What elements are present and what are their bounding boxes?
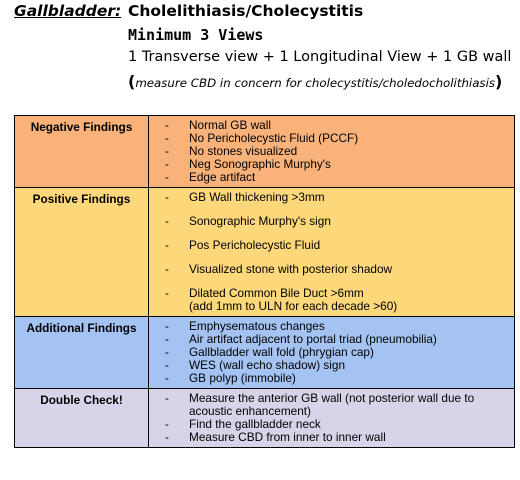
list-item-text: Measure the anterior GB wall (not posterior wall due to <box>189 391 475 405</box>
table-row-additional-findings <box>15 317 515 389</box>
list-item <box>161 287 508 313</box>
note-text: measure CBD in concern for cholecystitis/choledocholithiasis <box>135 76 496 90</box>
minimum-views: Minimum 3 Views <box>128 26 264 44</box>
items-double-check <box>149 389 515 448</box>
items-negative-findings <box>149 116 515 188</box>
page-title: Cholelithiasis/Cholecystitis <box>128 2 364 20</box>
table-row-double-check <box>15 389 515 448</box>
list-item: - Visualized stone with posterior shadow <box>161 263 508 276</box>
views-detail: 1 Transverse view + 1 Longitudinal View + 1 GB wall <box>128 49 512 65</box>
table-row-positive-findings <box>15 188 515 317</box>
cbd-note <box>128 72 502 91</box>
list-item: - Normal GB wall <box>161 119 508 132</box>
category-double-check: Double Check! <box>15 389 149 448</box>
section-label: Gallbladder: <box>14 2 122 20</box>
table-row-negative-findings <box>15 116 515 188</box>
list-item: - Pos Pericholecystic Fluid <box>161 239 508 252</box>
note-open-paren: ( <box>128 72 136 91</box>
list-item <box>161 392 508 418</box>
list-item: - Edge artifact <box>161 171 508 184</box>
list-item-text: Dilated Common Bile Duct >6mm <box>189 286 364 300</box>
list-item: - Emphysematous changes <box>161 320 508 333</box>
items-positive-findings <box>149 188 515 317</box>
list-item: - No stones visualized <box>161 145 508 158</box>
list-item: - Find the gallbladder neck <box>161 418 508 431</box>
list-item: - WES (wall echo shadow) sign <box>161 359 508 372</box>
items-additional-findings <box>149 317 515 389</box>
list-item: - Sonographic Murphy's sign <box>161 215 508 228</box>
list-item: - No Pericholecystic Fluid (PCCF) <box>161 132 508 145</box>
note-close-paren: ) <box>495 72 503 91</box>
list-item: - Gallbladder wall fold (phrygian cap) <box>161 346 508 359</box>
list-item: - Air artifact adjacent to portal triad (pneumobilia) <box>161 333 508 346</box>
list-item: - Neg Sonographic Murphy's <box>161 158 508 171</box>
category-additional-findings: Additional Findings <box>15 317 149 389</box>
list-item-continuation: acoustic enhancement) <box>189 404 311 418</box>
list-item: - GB polyp (immobile) <box>161 372 508 385</box>
list-item: - GB Wall thickening >3mm <box>161 191 508 204</box>
category-negative-findings: Negative Findings <box>15 116 149 188</box>
category-positive-findings: Positive Findings <box>15 188 149 317</box>
findings-table <box>14 115 515 448</box>
list-item: - Measure CBD from inner to inner wall <box>161 431 508 444</box>
list-item-continuation: (add 1mm to ULN for each decade >60) <box>189 299 398 313</box>
